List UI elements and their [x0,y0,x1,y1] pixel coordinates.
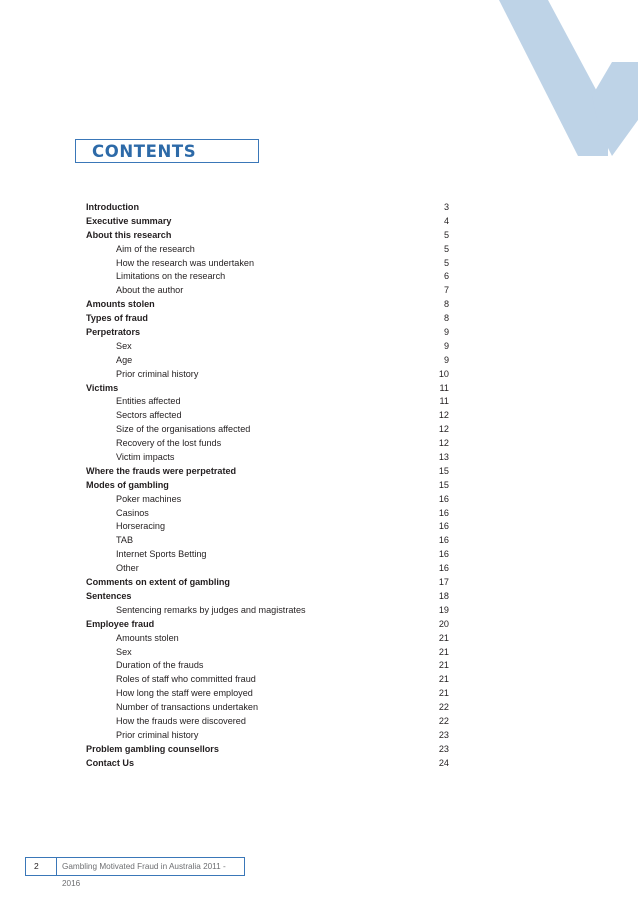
v-shape-left-arm [499,0,608,156]
toc-entry[interactable] [86,382,449,396]
toc-entry[interactable] [86,743,449,757]
toc-entry[interactable] [86,229,449,243]
toc-entry-label: Limitations on the research [116,271,226,282]
toc-entry-page: 12 [438,424,449,435]
page-footer [25,857,245,888]
toc-entry-page: 16 [438,549,449,560]
toc-subentry[interactable] [86,395,449,409]
toc-subentry[interactable] [86,493,449,507]
toc-entry-page: 12 [438,410,449,421]
footer-page-number: 2 [25,857,57,876]
toc-entry-page: 11 [439,382,449,393]
toc-entry-page: 16 [438,507,449,518]
toc-entry-page: 5 [443,229,449,240]
toc-entry-page: 16 [438,563,449,574]
toc-entry-page: 15 [438,465,449,476]
toc-entry-page: 5 [443,257,449,268]
toc-entry-page: 17 [438,577,449,588]
toc-subentry[interactable] [86,243,449,257]
table-of-contents [86,201,449,771]
toc-subentry[interactable] [86,423,449,437]
toc-entry-page: 21 [438,688,449,699]
toc-entry-label: How the research was undertaken [116,257,254,268]
toc-entry[interactable] [86,618,449,632]
toc-subentry[interactable] [86,520,449,534]
toc-entry-label: Size of the organisations affected [116,424,251,435]
toc-entry-label: Sectors affected [116,410,182,421]
toc-entry-page: 16 [438,535,449,546]
contents-title: CONTENTS [92,142,197,161]
toc-entry-label: Executive summary [86,215,172,226]
toc-entry-page: 13 [438,452,449,463]
toc-entry-label: Introduction [86,202,140,212]
toc-entry-page: 6 [443,271,449,282]
toc-entry-label: Sentencing remarks by judges and magistrates [116,604,306,615]
toc-entry[interactable] [86,298,449,312]
toc-entry[interactable] [86,590,449,604]
toc-subentry[interactable] [86,632,449,646]
toc-subentry[interactable] [86,354,449,368]
toc-entry-label: Amounts stolen [116,632,179,643]
toc-subentry[interactable] [86,409,449,423]
toc-entry-label: About the author [116,285,184,296]
toc-entry-page: 16 [438,493,449,504]
toc-entry-page: 21 [438,646,449,657]
toc-entry-page: 11 [439,396,449,407]
toc-entry-page: 21 [438,674,449,685]
toc-entry-page: 21 [438,632,449,643]
toc-entry-page: 19 [438,604,449,615]
toc-entry-label: Other [116,563,139,574]
toc-entry[interactable] [86,201,449,215]
toc-subentry[interactable] [86,368,449,382]
toc-entry-label: Where the frauds were perpetrated [86,465,237,476]
toc-subentry[interactable] [86,562,449,576]
toc-entry-page: 10 [438,368,449,379]
toc-entry-page: 7 [443,285,449,296]
toc-entry-label: Modes of gambling [86,479,169,490]
toc-subentry[interactable] [86,604,449,618]
toc-subentry[interactable] [86,715,449,729]
toc-entry-label: Types of fraud [86,313,148,324]
toc-subentry[interactable] [86,687,449,701]
toc-entry-label: Sex [116,646,132,657]
toc-subentry[interactable] [86,646,449,660]
toc-subentry[interactable] [86,701,449,715]
toc-entry-page: 8 [443,299,449,310]
toc-entry-label: Employee fraud [86,618,155,629]
toc-entry-label: Amounts stolen [86,299,155,310]
toc-entry-page: 23 [438,729,449,740]
toc-entry-label: Entities affected [116,396,181,407]
toc-entry-label: Problem gambling counsellors [86,743,219,754]
toc-entry-label: Victims [86,382,119,393]
toc-entry-page: 5 [443,243,449,254]
toc-subentry[interactable] [86,284,449,298]
toc-entry-page: 15 [438,479,449,490]
toc-subentry[interactable] [86,437,449,451]
toc-entry-page: 22 [438,715,449,726]
toc-entry[interactable] [86,326,449,340]
footer-document-title: Gambling Motivated Fraud in Australia 2011 - 2016 [57,857,245,876]
toc-subentry[interactable] [86,548,449,562]
toc-entry-page: 9 [443,354,449,365]
toc-entry-label: Perpetrators [86,327,141,338]
toc-entry-label: Comments on extent of gambling [86,577,230,588]
toc-entry[interactable] [86,312,449,326]
toc-entry-page: 18 [438,590,449,601]
toc-entry-page: 16 [438,521,449,532]
toc-entry[interactable] [86,576,449,590]
toc-entry-page: 21 [438,660,449,671]
toc-entry-label: Internet Sports Betting [116,549,207,560]
toc-entry-page: 20 [438,618,449,629]
toc-subentry[interactable] [86,534,449,548]
toc-entry-page: 4 [443,215,449,226]
toc-entry-label: Roles of staff who committed fraud [116,674,256,685]
toc-entry[interactable] [86,215,449,229]
toc-entry-label: Contact Us [86,757,134,768]
toc-subentry[interactable] [86,257,449,271]
toc-entry-label: Sex [116,340,132,351]
toc-entry-page: 12 [438,438,449,449]
toc-subentry[interactable] [86,507,449,521]
toc-entry-label: Horseracing [116,521,166,532]
toc-entry-label: How the frauds were discovered [116,715,246,726]
toc-subentry[interactable] [86,659,449,673]
toc-entry-label: TAB [116,535,134,546]
toc-entry[interactable] [86,465,449,479]
toc-entry-page: 9 [443,327,449,338]
toc-entry-page: 3 [443,202,449,212]
toc-entry[interactable] [86,757,449,771]
toc-subentry[interactable] [86,340,449,354]
toc-entry-label: Duration of the frauds [116,660,204,671]
toc-entry-page: 9 [443,340,449,351]
contents-heading-box [75,139,259,163]
toc-subentry[interactable] [86,673,449,687]
toc-entry-page: 22 [438,702,449,713]
toc-entry-page: 23 [438,743,449,754]
decorative-v-shape [0,0,638,200]
toc-entry-label: Recovery of the lost funds [116,438,222,449]
toc-entry-label: Number of transactions undertaken [116,702,259,713]
toc-entry-label: Casinos [116,507,149,518]
toc-entry-page: 8 [443,313,449,324]
toc-entry-label: Prior criminal history [116,729,199,740]
toc-entry-label: Victim impacts [116,452,175,463]
toc-entry-label: Sentences [86,590,132,601]
toc-subentry[interactable] [86,270,449,284]
toc-entry-label: Age [116,354,133,365]
toc-entry-label: About this research [86,229,172,240]
toc-entry-label: Prior criminal history [116,368,199,379]
toc-entry-page: 24 [438,757,449,768]
toc-entry[interactable] [86,479,449,493]
toc-subentry[interactable] [86,729,449,743]
toc-subentry[interactable] [86,451,449,465]
toc-entry-label: Aim of the research [116,243,195,254]
toc-entry-label: How long the staff were employed [116,688,253,699]
toc-entry-label: Poker machines [116,493,182,504]
